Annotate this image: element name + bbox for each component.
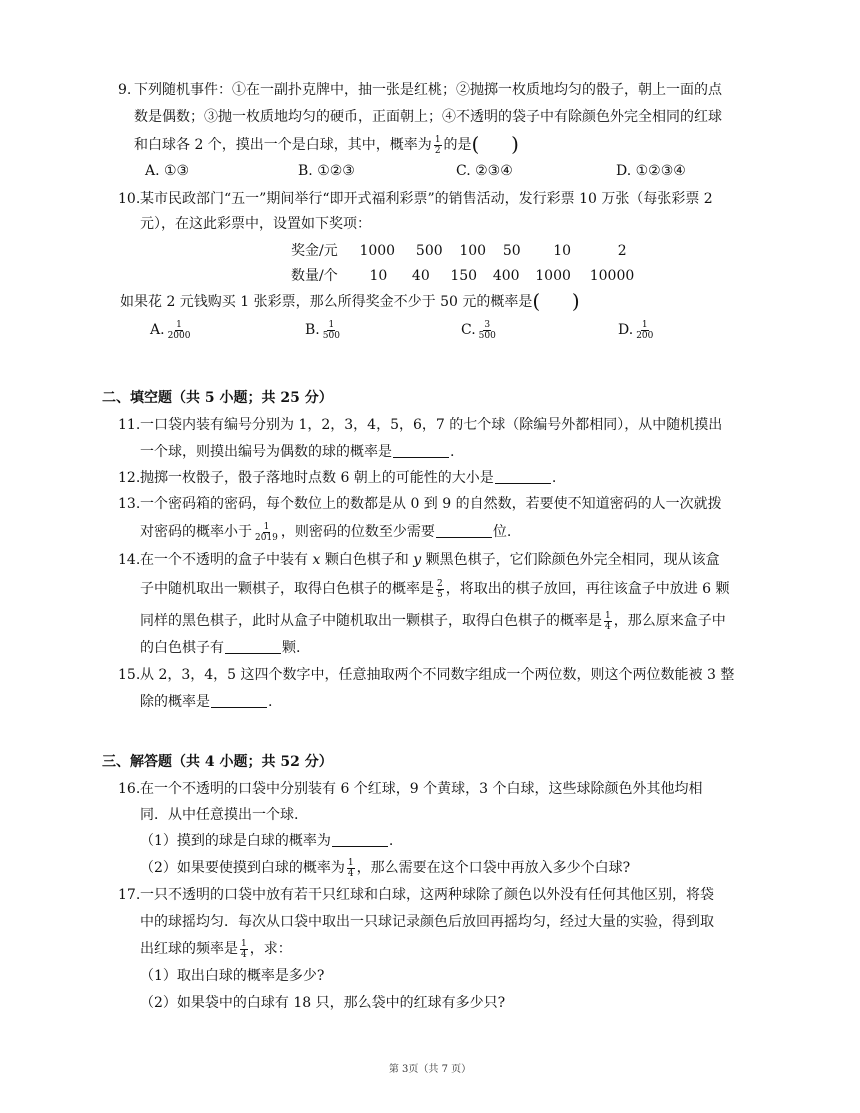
table-cell: 10 — [553, 243, 572, 259]
sub-question-1 — [140, 830, 393, 852]
fraction-numerator: 1 — [347, 857, 354, 868]
prize-table-row-count — [291, 265, 634, 287]
prize-table-row-amount — [291, 240, 627, 262]
question-text: 从 2，3，4，5 这四个数字中，任意抽取两个不同数字组成一个两位数，则这个两位数能被 3 整 — [140, 667, 735, 683]
question-text: 一只不透明的口袋中放有若干只红球和白球，这两种球除了颜色以外没有任何其他区别，将袋 — [140, 887, 714, 903]
text-segment: 对密码的概率小于 — [140, 524, 252, 540]
fraction-denominator: 500 — [322, 330, 340, 341]
question-text-with-fraction — [140, 938, 292, 960]
sub-question-2: （2）如果袋中的白球有 18 只，那么袋中的红球有多少只? — [140, 995, 506, 1011]
question-text: 元），在这此彩票中，设置如下奖项： — [140, 216, 371, 232]
question-number: 11. — [118, 417, 141, 433]
question-text-with-fraction — [140, 610, 726, 632]
table-cell: 500 — [415, 243, 443, 259]
option-label: D. — [618, 322, 634, 338]
option-c: C. ②③④ — [456, 163, 513, 179]
table-cell: 1000 — [359, 243, 396, 259]
section-title: 二、填空题（共 5 小题；共 25 分） — [102, 390, 333, 406]
variable-y: y — [413, 552, 422, 568]
text-segment: 除的概率是 — [140, 694, 210, 710]
text-segment: ，求： — [249, 941, 292, 957]
fraction-denominator: 2 — [434, 145, 441, 156]
question-text: 下列随机事件：①在一副扑克牌中，抽一张是红桃；②抛掷一枚质地均匀的骰子，朝上一面的点 — [134, 82, 722, 98]
text-segment: 位. — [492, 524, 512, 540]
fraction — [347, 858, 355, 879]
fraction-denominator: 2000 — [167, 330, 191, 341]
question-text: 数是偶数；③抛一枚质地均匀的硬币，正面朝上；④不透明的袋子中有除颜色外完全相同的红球 — [134, 109, 722, 125]
table-cell: 100 — [459, 243, 487, 259]
fraction — [254, 522, 279, 543]
fraction-numerator: 1 — [241, 938, 247, 949]
table-cell: 1000 — [535, 268, 571, 284]
text-segment: （2）如果要使摸到白球的概率为 — [140, 860, 345, 876]
text-segment: 颗. — [282, 640, 301, 656]
table-row-label: 奖金/元 — [291, 243, 338, 259]
fraction-denominator: 4 — [241, 949, 247, 960]
fraction-denominator: 200 — [636, 330, 654, 341]
text-segment: 在一个不透明的盒子中装有 — [140, 552, 308, 568]
question-text — [140, 441, 454, 463]
fraction — [436, 579, 444, 600]
question-text: 某市民政部门“五一”期间举行“即开式福利彩票”的销售活动，发行彩票 10 万张（每张彩票 2 — [140, 191, 713, 207]
fraction — [322, 320, 341, 341]
question-text — [140, 637, 300, 659]
question-text: 一口袋内装有编号分别为 1，2，3，4，5，6，7 的七个球（除编号外都相同），从中随机摸出 — [140, 417, 723, 433]
option-c — [461, 319, 499, 341]
fraction — [478, 320, 497, 341]
option-d: D. ①②③④ — [616, 163, 686, 179]
fraction-numerator: 3 — [484, 319, 491, 330]
question-number: 16. — [118, 781, 141, 797]
text-segment: . — [388, 833, 394, 849]
question-text — [120, 290, 580, 312]
answer-blank[interactable] — [332, 832, 388, 847]
text-segment: . — [450, 444, 455, 460]
fraction-denominator: 5 — [437, 589, 443, 600]
text-segment: ，那么需要在这个口袋中再放入多少个白球? — [356, 860, 631, 876]
fraction-denominator: 4 — [605, 621, 611, 632]
text-segment: 出红球的频率是 — [140, 941, 238, 957]
fraction-numerator: 2 — [437, 578, 443, 589]
question-text: 一个密码箱的密码，每个数位上的数都是从 0 到 9 的自然数，若要使不知道密码的人一次就拨 — [140, 496, 722, 512]
fraction — [240, 939, 248, 960]
text-segment: 同样的黑色棋子，此时从盒子中随机取出一颗棋子，取得白色棋子的概率是 — [140, 613, 602, 629]
fraction-denominator: 4 — [347, 868, 354, 879]
page-footer: 第 3页（共 7 页） — [388, 1064, 472, 1075]
question-text-with-fraction — [134, 133, 519, 155]
fraction — [434, 135, 442, 156]
question-text — [140, 467, 556, 489]
table-cell: 400 — [492, 268, 520, 284]
fraction-numerator: 1 — [641, 319, 648, 330]
text-segment: 一个球，则摸出编号为偶数的球的概率是 — [140, 444, 392, 460]
text-segment: 颗白色棋子和 — [324, 552, 409, 568]
table-cell: 40 — [411, 268, 430, 284]
answer-blank[interactable] — [436, 523, 492, 538]
question-number: 13. — [118, 496, 141, 512]
question-text: 同．从中任意摸出一个球. — [140, 807, 299, 823]
sub-question-1: （1）取出白球的概率是多少? — [140, 968, 325, 984]
answer-paren: ( ) — [471, 132, 519, 156]
answer-blank[interactable] — [225, 639, 281, 654]
answer-blank[interactable] — [495, 469, 551, 484]
text-segment: 的是 — [443, 137, 472, 153]
answer-paren: ( ) — [532, 289, 580, 313]
question-number: 14. — [118, 552, 141, 568]
fraction — [167, 320, 192, 341]
text-segment: 子中随机取出一颗棋子，取得白色棋子的概率是 — [140, 581, 434, 597]
option-a — [150, 319, 193, 341]
option-b: B. ①②③ — [298, 163, 355, 179]
fraction-numerator: 1 — [176, 319, 182, 330]
option-b — [305, 319, 343, 341]
option-label: A. — [150, 322, 165, 338]
fraction-numerator: 1 — [434, 134, 441, 145]
question-text — [140, 549, 720, 571]
text-segment: 如果花 2 元钱购买 1 张彩票，那么所得奖金不少于 50 元的概率是 — [120, 294, 533, 310]
question-text-with-fraction — [140, 578, 730, 600]
option-label: C. — [461, 322, 476, 338]
fraction — [604, 611, 612, 632]
table-cell: 50 — [502, 243, 521, 259]
text-segment: . — [551, 470, 557, 486]
fraction-numerator: 1 — [605, 610, 611, 621]
question-number: 9. — [118, 82, 132, 98]
text-segment: 抛掷一枚骰子，骰子落地时点数 6 朝上的可能性的大小是 — [140, 470, 494, 486]
text-segment: ，那么原来盒子中 — [613, 613, 726, 629]
fraction-numerator: 1 — [328, 319, 335, 330]
variable-x: x — [312, 552, 321, 568]
question-text-with-fraction — [140, 521, 511, 543]
table-cell: 10 — [369, 268, 388, 284]
text-segment: ，将取出的棋子放回，再往该盒子中放进 6 颗 — [445, 581, 730, 597]
table-cell: 150 — [450, 268, 478, 284]
text-segment: （1）摸到的球是白球的概率为 — [140, 833, 331, 849]
question-number: 15. — [118, 667, 141, 683]
text-segment: 的白色棋子有 — [140, 640, 224, 656]
fraction-denominator: 2019 — [255, 532, 278, 543]
question-number: 12. — [118, 470, 141, 486]
table-cell: 2 — [617, 243, 627, 259]
text-segment: 和白球各 2 个，摸出一个是白球，其中，概率为 — [134, 137, 432, 153]
answer-blank[interactable] — [393, 443, 449, 458]
sub-question-2 — [140, 857, 630, 879]
table-cell: 10000 — [589, 268, 635, 284]
text-segment: . — [268, 694, 273, 710]
question-text: 在一个不透明的口袋中分别装有 6 个红球，9 个黄球，3 个白球，这些球除颜色外其他均相 — [140, 781, 703, 797]
question-number: 17. — [118, 887, 141, 903]
option-a: A. ①③ — [145, 163, 190, 179]
option-d — [618, 319, 656, 341]
fraction-denominator: 500 — [478, 330, 496, 341]
fraction — [635, 320, 654, 341]
text-segment: ，则密码的位数至少需要 — [280, 524, 435, 540]
option-label: B. — [305, 322, 320, 338]
table-row-label: 数量/个 — [291, 268, 338, 284]
fraction-numerator: 1 — [263, 521, 270, 532]
question-number: 10. — [118, 191, 141, 207]
question-text: 中的球摇均匀．每次从口袋中取出一只球记录颜色后放回再摇均匀，经过大量的实验，得到取 — [140, 914, 714, 930]
text-segment: 颗黑色棋子，它们除颜色外完全相同，现从该盒 — [425, 552, 720, 568]
section-title: 三、解答题（共 4 小题；共 52 分） — [102, 754, 333, 770]
question-text — [140, 691, 272, 713]
answer-blank[interactable] — [211, 693, 267, 708]
